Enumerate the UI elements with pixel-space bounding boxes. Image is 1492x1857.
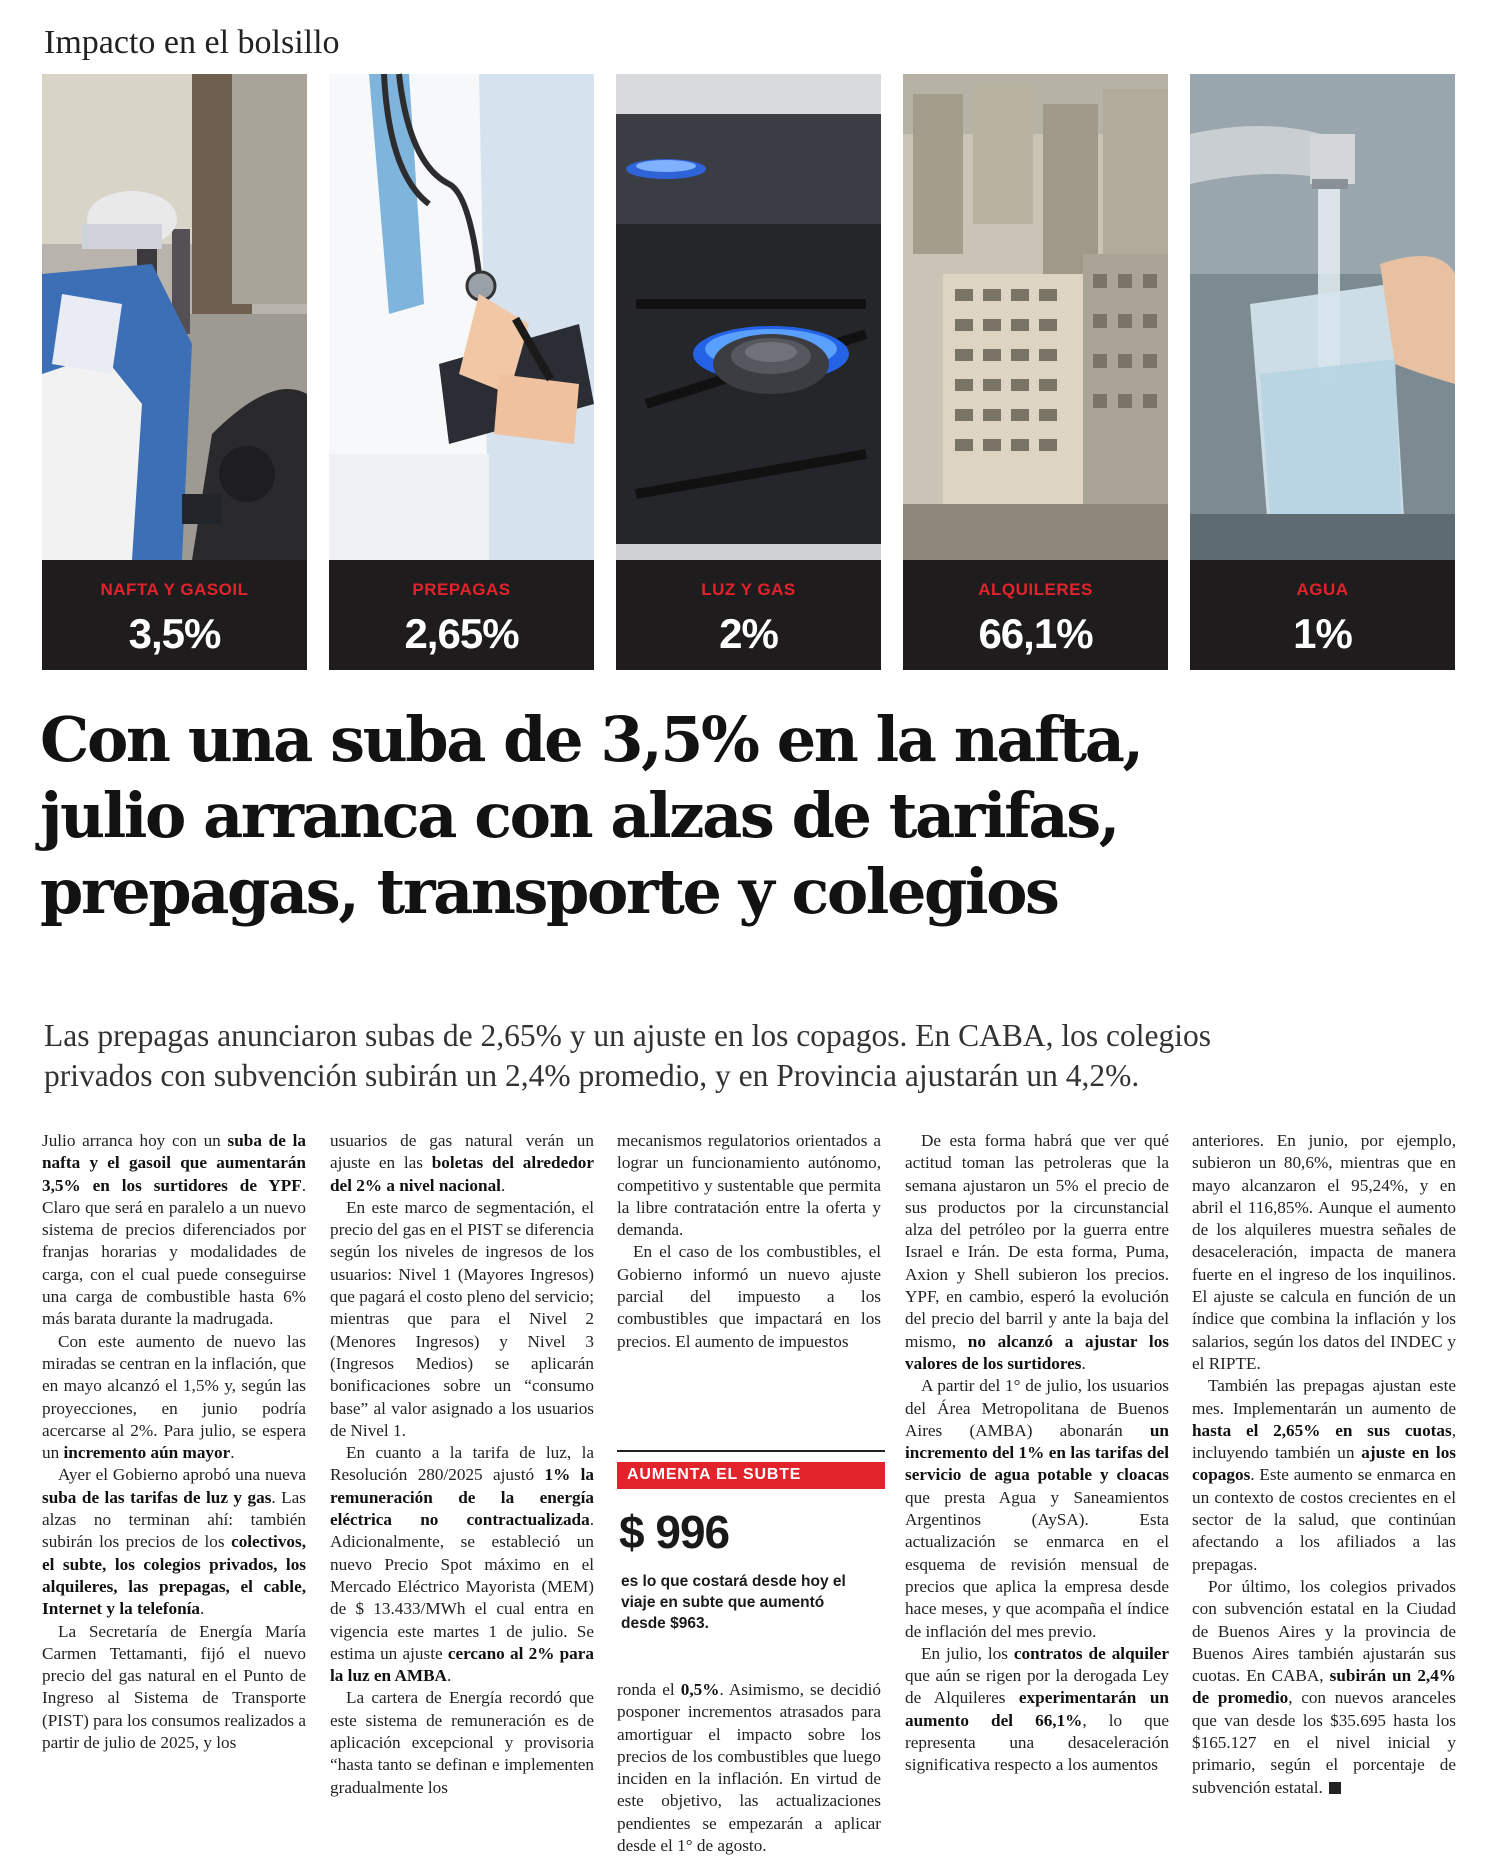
paragraph: mecanismos regulatorios orientados a lograr un funcionamiento autónomo, competitivo y sustentable que permita la libre contratación entre la oferta y demanda. <box>617 1131 881 1240</box>
sidebox-caption: es lo que costará desde hoy el viaje en subte que aumentó desde $963. <box>621 1573 846 1632</box>
paragraph: usuarios de gas natural verán un ajuste en las boletas del alrededor del 2% a nivel nacional. <box>330 1131 595 1195</box>
subheadline-line: Las prepagas anunciaron subas de 2,65% y un ajuste en los copagos. En CABA, los colegios <box>44 1018 1212 1053</box>
headline <box>40 702 1460 930</box>
divider <box>617 1450 885 1452</box>
card-label: ALQUILERES <box>978 580 1093 599</box>
card-value: 1% <box>1293 610 1352 657</box>
section-label: Impacto en el bolsillo <box>44 24 340 61</box>
article-column-2 <box>330 1130 594 1799</box>
card-alquileres <box>903 74 1168 670</box>
card-luz-gas <box>616 74 881 670</box>
doctor-photo <box>329 74 594 560</box>
paragraph: anteriores. En junio, por ejemplo, subieron un 80,6%, mientras que en mayo alcanzaron el 95,24%, y en abril el 116,85%. Aunque el aumento de los alquileres muestra señales de desaceleración, impacta de manera fuerte en el ingreso de los inquilinos. El ajuste se calcula en función de un índice que combina la inflación y los salarios, según los datos del INDEC y el RIPTE. <box>1192 1131 1456 1373</box>
card-value: 2% <box>719 610 778 657</box>
paragraph: Con este aumento de nuevo las miradas se centran en la inflación, que en mayo alcanzó el 1,5% y, según las proyecciones, en junio podría acercarse al 2%. Para julio, se espera un incremento aún mayor. <box>42 1331 306 1463</box>
card-value: 2,65% <box>404 610 519 657</box>
paragraph: En este marco de segmentación, el precio del gas en el PIST se diferencia según los niveles de ingresos de los usuarios: Nivel 1 (Mayores Ingresos) que pagará el costo pleno del servicio; mientras que para el Nivel 2 (Menores Ingresos) y Nivel 3 (Ingresos Medios) se aplicarán bonificaciones sobre un “consumo base” al valor asignado a los usuarios de Nivel 1. <box>330 1197 594 1440</box>
card-label: NAFTA Y GASOIL <box>100 580 249 599</box>
paragraph: En cuanto a la tarifa de luz, la Resolución 280/2025 ajustó 1% la remuneración de la energía eléctrica no contractualizada. Adicionalmente, se estableció un nuevo Precio Spot máximo en el Mercado Eléctrico Mayorista (MEM) de $ 13.433/MWh el cual entra en vigencia este martes 1 de julio. Se estima un ajuste cercano al 2% para la luz en AMBA. <box>330 1443 594 1686</box>
card-label: PREPAGAS <box>412 580 511 599</box>
article-column-4 <box>905 1130 1169 1777</box>
paragraph: En el caso de los combustibles, el Gobierno informó un nuevo ajuste parcial del impuesto a los combustibles que impactará en los precios. El aumento de impuestos <box>617 1242 881 1351</box>
card-value: 66,1% <box>978 610 1093 657</box>
paragraph: Por último, los colegios privados con subvención estatal en la Ciudad de Buenos Aires y la provincia de Buenos Aires también ajustarán sus cuotas. En CABA, subirán un 2,4% de promedio, con nuevos aranceles que van desde los $35.695 hasta los $165.127 en el nivel inicial y primario, según el porcentaje de subvención estatal. <box>1192 1576 1456 1797</box>
card-value: 3,5% <box>128 610 221 657</box>
paragraph: ronda el 0,5%. Asimismo, se decidió posponer incrementos atrasados para amortiguar el impacto sobre los precios de los combustibles que luego inciden en la inflación. En virtud de este objetivo, las actualizaciones pendientes se empezarán a aplicar desde el 1° de agosto. <box>617 1680 881 1856</box>
card-label: AGUA <box>1296 580 1349 599</box>
article-column-3 <box>617 1130 881 1353</box>
paragraph: También las prepagas ajustan este mes. Implementarán un aumento de hasta el 2,65% en sus cuotas, incluyendo también un ajuste en los copagos. Este aumento se enmarca en un contexto de costos crecientes en el sector de la salud, que continúan afectando a los afiliados a las prepagas. <box>1192 1376 1456 1574</box>
end-mark-icon <box>1329 1782 1341 1794</box>
sidebox-amount: $ 996 <box>619 1506 730 1558</box>
gas-burner-photo <box>616 74 881 560</box>
paragraph: La Secretaría de Energía María Carmen Tettamanti, fijó el nuevo precio del gas natural en el Punto de Ingreso al Sistema de Transporte (PIST) para los consumos realizados a partir de julio de 2025, y los <box>42 1621 306 1753</box>
subway-fare-box <box>617 1450 885 1634</box>
gas-station-photo <box>42 74 307 560</box>
article-column-1 <box>42 1130 306 1754</box>
card-label: LUZ Y GAS <box>701 580 796 599</box>
sidebox-tag: AUMENTA EL SUBTE <box>617 1462 885 1489</box>
card-band <box>42 560 307 670</box>
article-column-3-continued <box>617 1679 881 1857</box>
card-band <box>616 560 881 670</box>
headline-line: julio arranca con alzas de tarifas, <box>40 779 1118 852</box>
paragraph: A partir del 1° de julio, los usuarios del Área Metropolitana de Buenos Aires (AMBA) abonarán un incremento del 1% en las tarifas del servicio de agua potable y cloacas que presta Agua y Saneamientos Argentinos (AySA). Esta actualización se enmarca en el esquema de revisión mensual de precios que aplica la empresa desde hace meses, y que acompaña el índice de inflación del mes previo. <box>905 1376 1169 1641</box>
headline-line: Con una suba de 3,5% en la nafta, <box>40 703 1142 776</box>
subheadline-line: privados con subvención subirán un 2,4% promedio, y en Provincia ajustarán un 4,2%. <box>44 1058 1140 1093</box>
card-band <box>329 560 594 670</box>
paragraph: Julio arranca hoy con un suba de la nafta y el gasoil que aumentarán 3,5% en los surtidores de YPF. Claro que será en paralelo a un nuevo sistema de precios diferenciados por franjas horarias y modalidades de carga, con el cual puede conseguirse una carga de combustible hasta 6% más barata durante la madrugada. <box>42 1131 306 1329</box>
card-prepagas <box>329 74 594 670</box>
paragraph: En julio, los contratos de alquiler que aún se rigen por la derogada Ley de Alquileres experimentarán un aumento del 66,1%, lo que representa una desaceleración significativa respecto a los aumentos <box>905 1643 1169 1775</box>
card-band <box>903 560 1168 670</box>
card-nafta <box>42 74 307 670</box>
impact-cards <box>42 74 1456 670</box>
paragraph: De esta forma habrá que ver qué actitud toman las petroleras que la semana ajustaron un 5% el precio de sus productos por la circunstancial alza del petróleo por la guerra entre Israel e Irán. De esta forma, Puma, Axion y Shell subieron los precios. YPF, en cambio, esperó la evolución del precio del barril y ante la baja del mismo, no alcanzó a ajustar los valores de los surtidores. <box>905 1131 1169 1373</box>
city-buildings-photo <box>903 74 1168 560</box>
water-tap-photo <box>1190 74 1455 560</box>
card-band <box>1190 560 1455 670</box>
paragraph: Ayer el Gobierno aprobó una nueva suba de las tarifas de luz y gas. Las alzas no terminan ahí: también subirán los precios de los colectivos, el subte, los colegios privados, los alquileres, las prepagas, el cable, Internet y la telefonía. <box>42 1465 306 1619</box>
subheadline <box>44 1016 1444 1096</box>
paragraph: La cartera de Energía recordó que este sistema de remuneración es de aplicación excepcional y provisoria “hasta tanto se definan e implementen gradualmente los <box>330 1688 594 1797</box>
headline-line: prepagas, transporte y colegios <box>40 855 1058 928</box>
article-column-5 <box>1192 1130 1456 1799</box>
card-agua <box>1190 74 1455 670</box>
